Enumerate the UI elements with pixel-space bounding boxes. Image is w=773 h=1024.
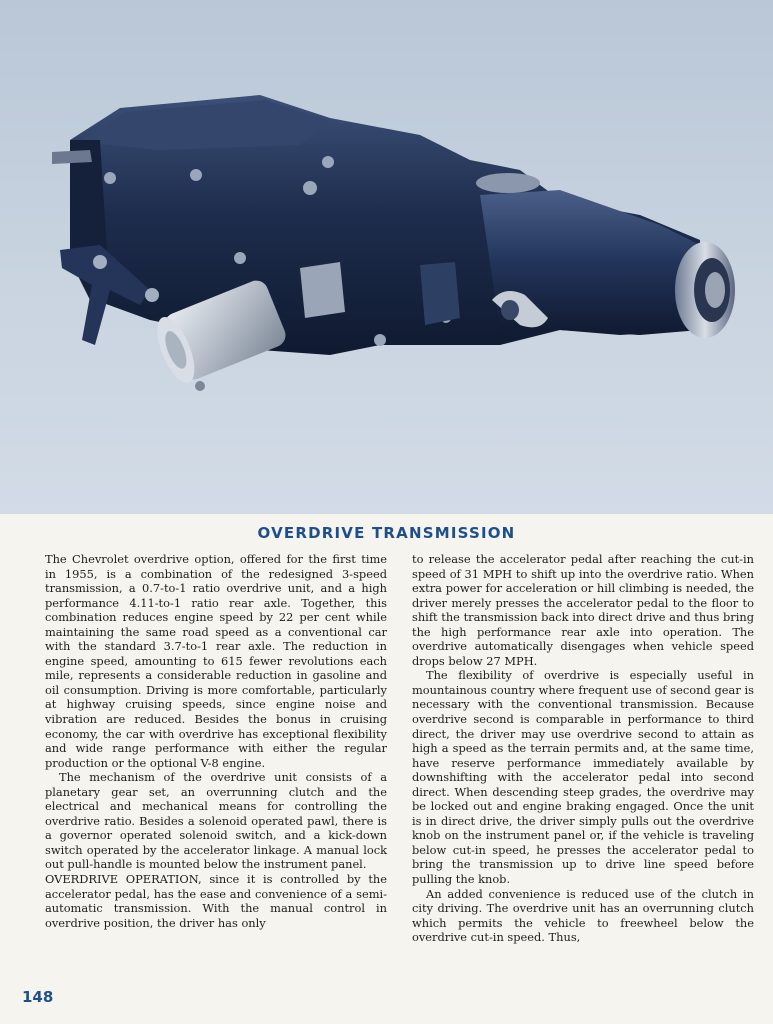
paragraph: The Chevrolet overdrive option, offered for the first time in 1955, is a combination of the redesigned 3-speed transmission, a 0.7-to-1 ratio overdrive unit, and a high performance 4.11-to-1 ratio rear axle. Together, this combination reduces engine speed by 22 per cent while maintaining the same road speed as a conventional car with the standard 3.7-to-1 rear axle. The reduction in engine speed, amounting to 615 fewer revolutions each mile, represents a considerable reduction in gasoline and oil consumption. Driving is more comfortable, particularly at highway cruising speeds, since engine noise and vibration are reduced. Besides the bonus in cruising economy, the car with overdrive has exceptional flexibility and wide range performance with either the regular production or the optional V-8 engine. [45, 552, 387, 770]
left-text-column [45, 552, 387, 930]
paragraph: The mechanism of the overdrive unit consists of a planetary gear set, an overrunning clutch and the electrical and mechanical means for controlling the overdrive ratio. Besides a solenoid operated pawl, there is a governor operated solenoid switch, and a kick-down switch operated by the accelerator linkage. A manual lock out pull-handle is mounted below the instrument panel. [45, 770, 387, 872]
page-number: 148 [22, 988, 54, 1006]
page-title: OVERDRIVE TRANSMISSION [257, 524, 516, 542]
paragraph: The flexibility of overdrive is especially useful in mountainous country where frequent use of second gear is necessary with the conventional transmission. Because overdrive second is comparable in performance to third direct, the driver may use overdrive second to attain as high a speed as the terrain permits and, at the same time, have reserve performance immediately available by downshifting with the accelerator pedal into second direct. When descending steep grades, the overdrive may be locked out and engine braking engaged. Once the unit is in direct drive, the driver simply pulls out the overdrive knob on the instrument panel or, if the vehicle is traveling below cut-in speed, he presses the accelerator pedal to bring the transmission up to drive line speed before pulling the knob. [412, 668, 754, 887]
right-text-column [412, 552, 754, 945]
paragraph: An added convenience is reduced use of the clutch in city driving. The overdrive unit has an overrunning clutch which permits the vehicle to freewheel below the overdrive cut-in speed. Thus, [412, 886, 754, 945]
paragraph: OVERDRIVE OPERATION, since it is controlled by the accelerator pedal, has the ease and convenience of a semi-automatic transmission. With the manual control in overdrive position, the driver has only [45, 872, 387, 930]
paragraph: to release the accelerator pedal after reaching the cut-in speed of 31 MPH to shift up into the overdrive ratio. When extra power for acceleration or hill climbing is needed, the driver merely presses the accelerator pedal to the floor to shift the transmission back into direct drive and thus bring the high performance rear axle into operation. The overdrive automatically disengages when vehicle speed drops below 27 MPH. [412, 552, 754, 668]
